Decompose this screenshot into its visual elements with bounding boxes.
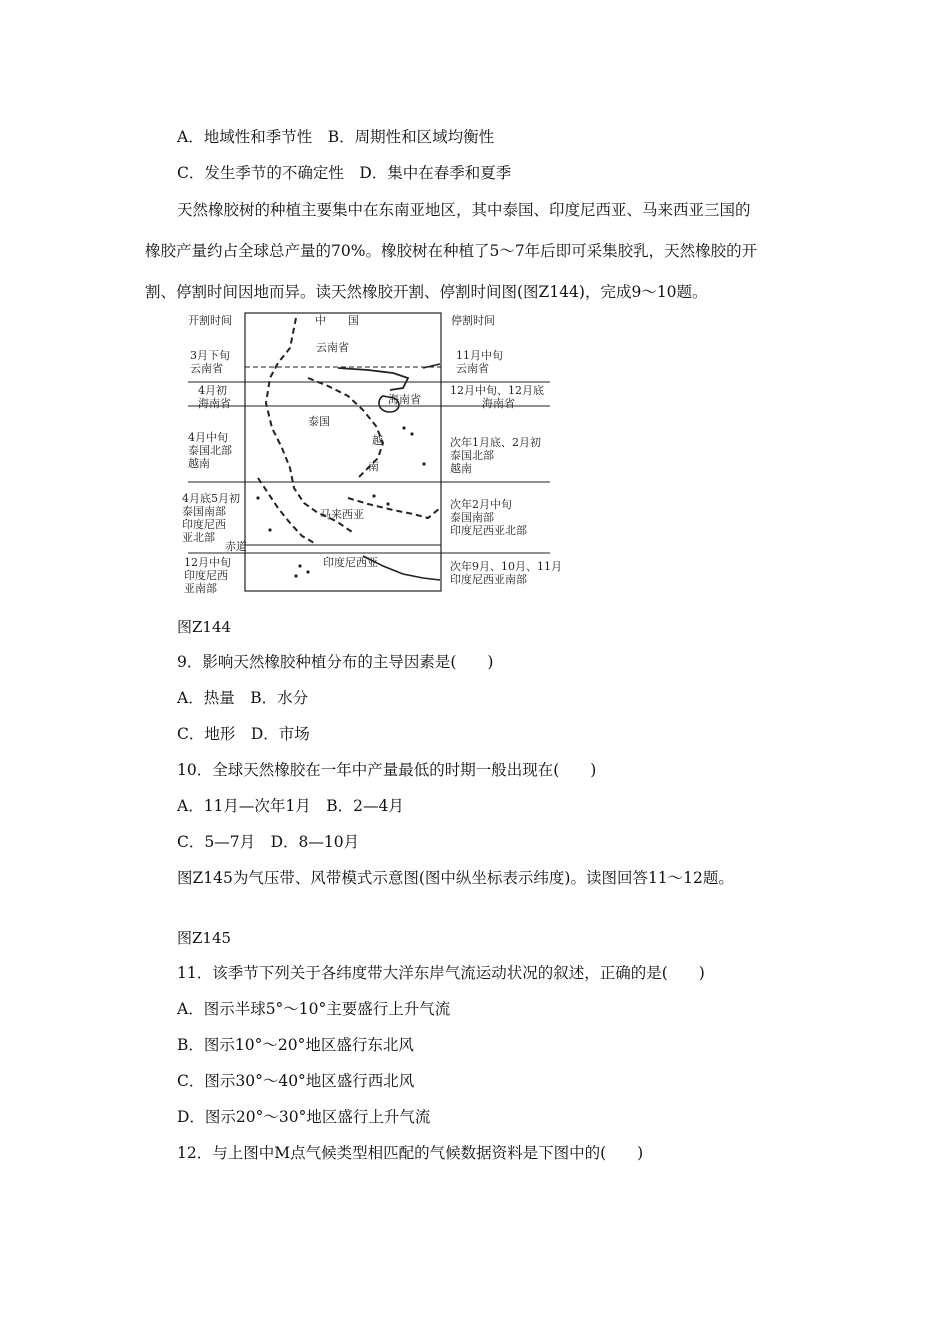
right-label-3-line1: 次年1月底、2月初 [450, 436, 541, 449]
q8-options-line2: C．发生季节的不确定性 D．集中在春季和夏季 [177, 164, 512, 182]
left-label-3-line1: 4月中旬 [188, 431, 228, 444]
q11-option-a: A．图示半球5°～10°主要盛行上升气流 [177, 1000, 451, 1018]
q10-stem: 10．全球天然橡胶在一年中产量最低的时期一般出现在( ) [177, 761, 597, 779]
left-label-4-line4: 亚北部 [182, 531, 215, 544]
right-label-2 [450, 384, 544, 410]
map-label-china: 中 国 [315, 314, 359, 327]
left-label-1-line2: 云南省 [190, 362, 223, 375]
right-label-3-line2: 泰国北部 [450, 449, 494, 462]
q9-stem: 9．影响天然橡胶种植分布的主导因素是( ) [177, 653, 494, 671]
right-label-1-line2: 云南省 [456, 362, 489, 375]
figure-z144-caption: 图Z144 [177, 618, 232, 636]
right-label-1 [456, 349, 503, 375]
q9-options-2: C．地形 D．市场 [177, 725, 310, 743]
map-label-thailand: 泰国 [308, 415, 330, 428]
right-label-4 [450, 498, 527, 537]
right-label-4-line3: 印度尼西亚北部 [450, 524, 527, 537]
q11-option-b: B．图示10°～20°地区盛行东北风 [177, 1036, 414, 1054]
left-label-2 [198, 384, 231, 410]
q8-options-line1: A．地域性和季节性 B．周期性和区域均衡性 [177, 128, 495, 146]
left-label-5-line2: 印度尼西 [184, 569, 228, 582]
q11-option-d: D．图示20°～30°地区盛行上升气流 [177, 1108, 431, 1126]
intro-line1: 天然橡胶树的种植主要集中在东南亚地区，其中泰国、印度尼西亚、马来西亚三国的 [177, 201, 751, 219]
left-label-5-line3: 亚南部 [184, 582, 217, 595]
left-label-5-line1: 12月中旬 [184, 556, 231, 569]
q10-options-2: C．5—7月 D．8—10月 [177, 833, 360, 851]
intro-line3: 割、停割时间因地而异。读天然橡胶开割、停割时间图(图Z144)，完成9～10题。 [145, 283, 708, 301]
left-label-4-line1: 4月底5月初 [182, 492, 240, 505]
figure-z144 [178, 308, 578, 598]
map-label-equator: 赤道 [225, 540, 247, 553]
q11-option-c: C．图示30°～40°地区盛行西北风 [177, 1072, 415, 1090]
map-label-vietnam-1: 越 [372, 434, 383, 447]
right-label-1-line1: 11月中旬 [456, 349, 503, 362]
map-label-yunnan: 云南省 [316, 341, 349, 354]
left-label-1-line1: 3月下旬 [190, 349, 230, 362]
left-label-3-line2: 泰国北部 [188, 444, 232, 457]
right-label-2-line2: 海南省 [482, 397, 515, 410]
right-label-4-line1: 次年2月中旬 [450, 498, 512, 511]
left-label-3 [188, 431, 232, 470]
map-label-vietnam-2: 南 [368, 460, 379, 473]
left-label-4-line3: 印度尼西 [182, 518, 226, 531]
left-label-4 [182, 492, 240, 544]
q11-stem: 11．该季节下列关于各纬度带大洋东岸气流运动状况的叙述，正确的是( ) [177, 964, 705, 982]
fig145-intro: 图Z145为气压带、风带模式示意图(图中纵坐标表示纬度)。读图回答11～12题。 [177, 869, 734, 887]
q12-stem: 12．与上图中M点气候类型相匹配的气候数据资料是下图中的( ) [177, 1144, 644, 1162]
q9-options-1: A．热量 B．水分 [177, 689, 309, 707]
right-label-5 [450, 560, 562, 586]
right-header: 停割时间 [451, 314, 495, 327]
left-header: 开割时间 [188, 314, 232, 327]
right-label-5-line1: 次年9月、10月、11月 [450, 560, 562, 573]
left-label-4-line2: 泰国南部 [182, 505, 226, 518]
right-label-5-line2: 印度尼西亚南部 [450, 573, 527, 586]
right-label-4-line2: 泰国南部 [450, 511, 494, 524]
intro-line2: 橡胶产量约占全球总产量的70%。橡胶树在种植了5～7年后即可采集胶乳，天然橡胶的开 [145, 242, 758, 260]
q10-options-1: A．11月—次年1月 B．2—4月 [177, 797, 404, 815]
left-label-5 [184, 556, 231, 595]
left-label-1 [190, 349, 230, 375]
map-label-hainan: 海南省 [388, 393, 421, 406]
right-label-2-line1: 12月中旬、12月底 [450, 384, 544, 397]
map-label-malaysia: 马来西亚 [320, 508, 364, 521]
figure-z145-caption: 图Z145 [177, 929, 232, 947]
map-label-indonesia: 印度尼西亚 [323, 556, 378, 569]
right-label-3 [450, 436, 541, 475]
left-label-3-line3: 越南 [188, 457, 210, 470]
left-label-2-line2: 海南省 [198, 397, 231, 410]
left-label-2-line1: 4月初 [198, 384, 227, 397]
right-label-3-line3: 越南 [450, 462, 472, 475]
